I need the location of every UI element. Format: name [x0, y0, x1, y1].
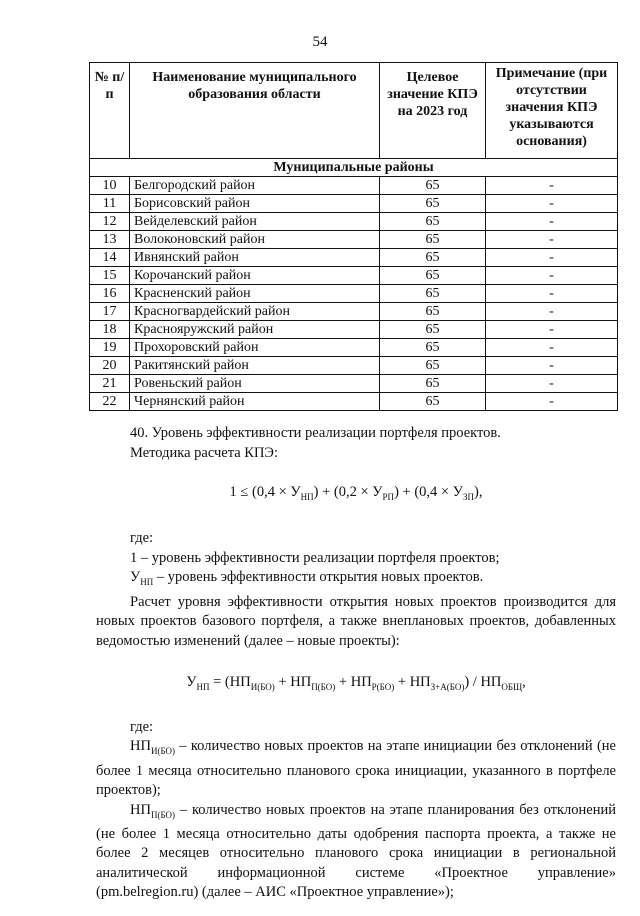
header-note: Примечание (при отсутствии значения КПЭ указываются основания) — [486, 63, 618, 159]
row-note: - — [486, 285, 618, 303]
row-num: 22 — [90, 393, 130, 411]
row-target-value: 65 — [380, 249, 486, 267]
table-row — [90, 339, 618, 357]
paragraph-40: 40. Уровень эффективности реализации портфеля проектов. — [130, 425, 501, 441]
table-row — [90, 267, 618, 285]
row-note: - — [486, 195, 618, 213]
row-target-value: 65 — [380, 321, 486, 339]
table-row — [90, 357, 618, 375]
formula-unp: $У_{НП} = (НП_{И(БО)} + НП_{П(БО)} + НП_{Р(БО)} + НП_{З+А(БО)}) / НП_{ОБЩ}$, — [186, 674, 526, 693]
row-num: 18 — [90, 321, 130, 339]
row-note: - — [486, 177, 618, 195]
row-target-value: 65 — [380, 339, 486, 357]
row-note: - — [486, 393, 618, 411]
row-target-value: 65 — [380, 393, 486, 411]
row-num: 21 — [90, 375, 130, 393]
row-note: - — [486, 375, 618, 393]
table-row — [90, 375, 618, 393]
row-name: Белгородский район — [130, 177, 380, 195]
row-target-value: 65 — [380, 267, 486, 285]
row-num: 12 — [90, 213, 130, 231]
row-name: Ракитянский район — [130, 357, 380, 375]
table-row — [90, 303, 618, 321]
row-target-value: 65 — [380, 375, 486, 393]
row-num: 16 — [90, 285, 130, 303]
table-body — [90, 159, 618, 411]
section-title: Муниципальные районы — [90, 159, 618, 177]
definition-2: $У_{НП}$ – уровень эффективности открытия новых проектов. — [130, 569, 484, 588]
paragraph-calculation: Расчет уровня эффективности открытия новых проектов производится для новых проектов базового портфеля, а также внеплановых проектов, добавленных ведомостью изменений (далее – новые проекты): — [96, 593, 616, 649]
row-target-value: 65 — [380, 231, 486, 249]
row-name: Корочанский район — [130, 267, 380, 285]
table-row — [90, 213, 618, 231]
row-target-value: 65 — [380, 285, 486, 303]
row-name: Красненский район — [130, 285, 380, 303]
row-name: Волоконовский район — [130, 231, 380, 249]
row-name: Красногвардейский район — [130, 303, 380, 321]
body-text — [96, 424, 616, 903]
row-name: Борисовский район — [130, 195, 380, 213]
method-label: Методика расчета КПЭ: — [130, 444, 279, 461]
header-name: Наименование муниципального образования области — [130, 63, 380, 159]
row-num: 14 — [90, 249, 130, 267]
row-num: 11 — [90, 195, 130, 213]
row-note: - — [486, 231, 618, 249]
definition-1: 1 – уровень эффективности реализации портфеля проектов; — [130, 549, 500, 566]
definition-3: $НП_{И(БО)}$ – количество новых проектов на этапе инициации без отклонений (не более 1 месяца относительно планового срока инициации, указанного в портфеле проектов); — [96, 738, 616, 799]
where-label-1: где: — [130, 530, 154, 547]
row-num: 17 — [90, 303, 130, 321]
row-note: - — [486, 249, 618, 267]
row-num: 20 — [90, 357, 130, 375]
table-row — [90, 285, 618, 303]
row-name: Вейделевский район — [130, 213, 380, 231]
row-num: 15 — [90, 267, 130, 285]
header-target: Целевое значение КПЭ на 2023 год — [380, 63, 486, 159]
row-target-value: 65 — [380, 357, 486, 375]
row-note: - — [486, 321, 618, 339]
row-num: 10 — [90, 177, 130, 195]
row-target-value: 65 — [380, 177, 486, 195]
where-label-2: где: — [130, 718, 154, 735]
row-name: Ровеньский район — [130, 375, 380, 393]
formula-kpe: $1 \le (0,4 \times У_{НП}) + (0,2 \times У_{РП}) + (0,4 \times У_{ЗП})$, — [229, 484, 483, 502]
row-note: - — [486, 303, 618, 321]
row-name: Ивнянский район — [130, 249, 380, 267]
row-target-value: 65 — [380, 213, 486, 231]
table-row — [90, 393, 618, 411]
definition-4: $НП_{П(БО)}$ – количество новых проектов на этапе планирования без отклонений (не более 1 месяца относительно даты одобрения паспорта проекта, а также не более 2 месяцев относительно планового срока инициации в региональной аналитической информационной системе «Проектное управление» (pm.belregion.ru) (далее – АИС «Проектное управление»); — [96, 801, 616, 901]
row-target-value: 65 — [380, 303, 486, 321]
row-note: - — [486, 357, 618, 375]
table-row — [90, 177, 618, 195]
table-row — [90, 231, 618, 249]
row-note: - — [486, 339, 618, 357]
kpe-table — [89, 62, 618, 411]
row-name: Краснояружский район — [130, 321, 380, 339]
row-num: 19 — [90, 339, 130, 357]
table-row — [90, 321, 618, 339]
row-note: - — [486, 213, 618, 231]
row-name: Чернянский район — [130, 393, 380, 411]
page-number: 54 — [312, 34, 328, 50]
row-target-value: 65 — [380, 195, 486, 213]
section-row — [90, 159, 618, 177]
header-num: № п/п — [90, 63, 130, 159]
table-row — [90, 195, 618, 213]
row-name: Прохоровский район — [130, 339, 380, 357]
row-note: - — [486, 267, 618, 285]
row-num: 13 — [90, 231, 130, 249]
table-row — [90, 249, 618, 267]
